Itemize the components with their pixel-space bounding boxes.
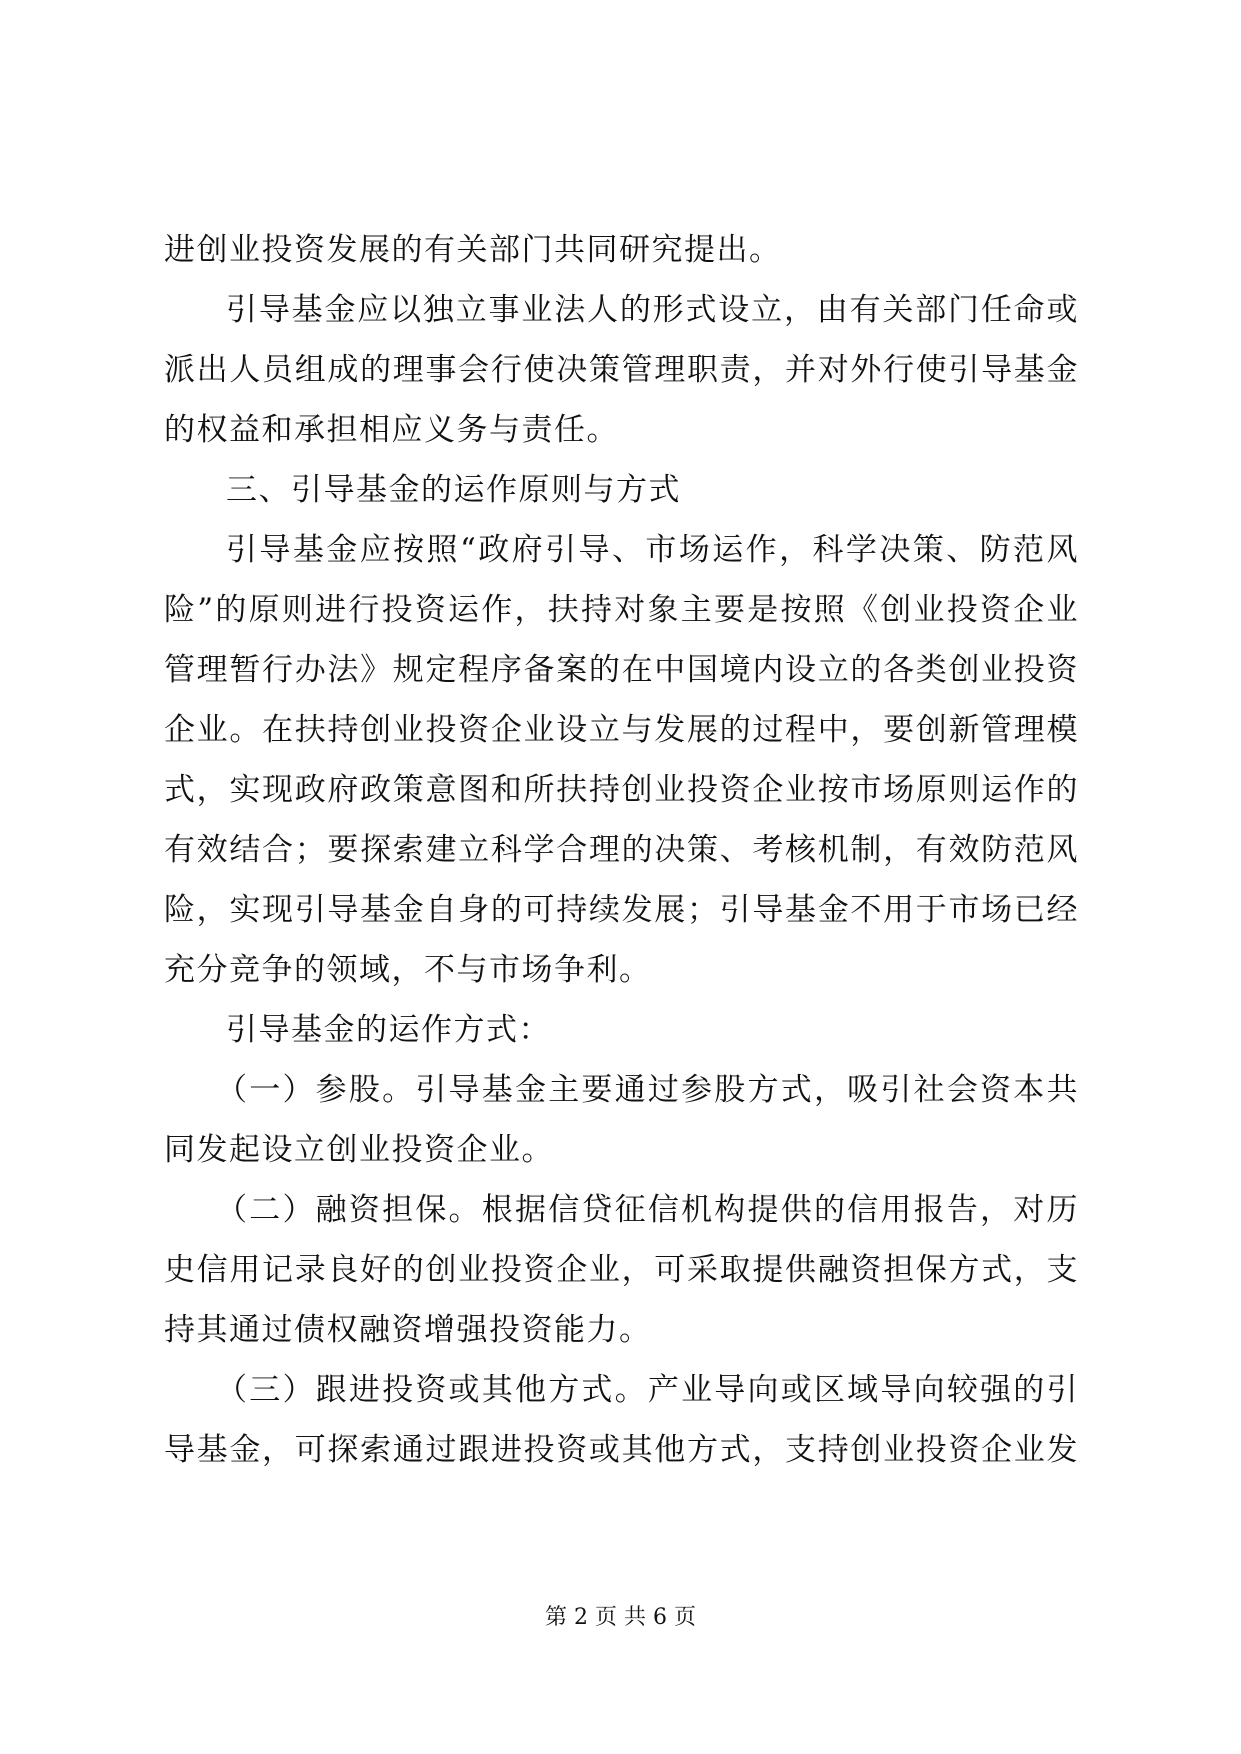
list-item-line: （二）融资担保。根据信贷征信机构提供的信用报告，对历 (216, 1192, 1079, 1228)
text-line: 有效结合；要探索建立科学合理的决策、考核机制，有效防范风 (164, 832, 1079, 868)
text-line: 进创业投资发展的有关部门共同研究提出。 (164, 232, 782, 268)
text-line: 充分竞争的领域，不与市场争利。 (164, 952, 652, 988)
text-line: 式，实现政府政策意图和所扶持创业投资企业按市场原则运作的 (164, 772, 1079, 808)
text-line: 险”的原则进行投资运作，扶持对象主要是按照《创业投资企业 (164, 592, 1079, 628)
text-line: 引导基金应按照“政府引导、市场运作，科学决策、防范风 (226, 532, 1079, 568)
text-line: 引导基金应以独立事业法人的形式设立，由有关部门任命或 (226, 292, 1079, 328)
list-item-line: 史信用记录良好的创业投资企业，可采取提供融资担保方式，支 (164, 1252, 1079, 1288)
page-number-footer: 第 2 页 共 6 页 (545, 1605, 696, 1630)
list-item-line: 持其通过债权融资增强投资能力。 (164, 1312, 652, 1348)
text-line: 的权益和承担相应义务与责任。 (164, 412, 619, 448)
text-line: 派出人员组成的理事会行使决策管理职责，并对外行使引导基金 (164, 352, 1079, 388)
section-heading: 三、引导基金的运作原则与方式 (226, 472, 681, 508)
text-line: 险，实现引导基金自身的可持续发展；引导基金不用于市场已经 (164, 892, 1079, 928)
list-item-line: 导基金，可探索通过跟进投资或其他方式，支持创业投资企业发 (164, 1432, 1079, 1468)
list-item-line: 同发起设立创业投资企业。 (164, 1132, 554, 1168)
list-item-line: （一）参股。引导基金主要通过参股方式，吸引社会资本共 (216, 1072, 1079, 1108)
text-line: 引导基金的运作方式： (226, 1012, 551, 1048)
text-line: 管理暂行办法》规定程序备案的在中国境内设立的各类创业投资 (164, 652, 1079, 688)
text-line: 企业。在扶持创业投资企业设立与发展的过程中，要创新管理模 (164, 712, 1079, 748)
list-item-line: （三）跟进投资或其他方式。产业导向或区域导向较强的引 (216, 1372, 1079, 1408)
